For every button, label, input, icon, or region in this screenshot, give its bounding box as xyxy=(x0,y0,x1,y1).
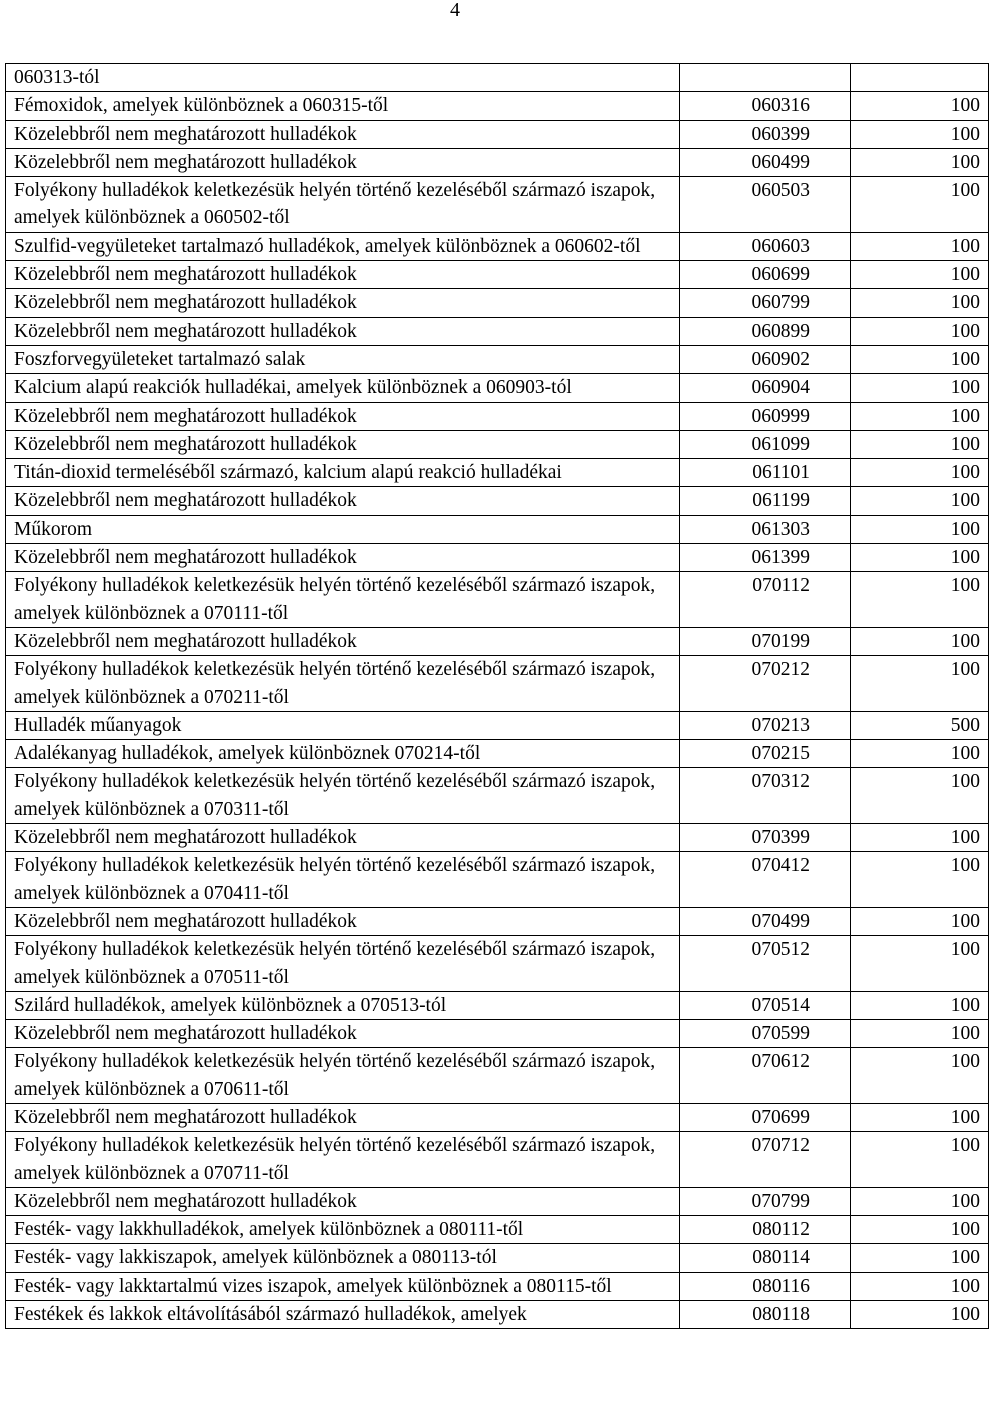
limit-value-cell: 100 xyxy=(851,1103,989,1131)
table-row xyxy=(6,1103,989,1131)
waste-description-cell: Titán-dioxid termeléséből származó, kalcium alapú reakció hulladékai xyxy=(6,459,680,487)
limit-value-cell: 100 xyxy=(851,991,989,1019)
waste-description-cell: Fémoxidok, amelyek különböznek a 060315-től xyxy=(6,92,680,120)
waste-description-cell: Közelebbről nem meghatározott hulladékok xyxy=(6,544,680,572)
waste-code-cell: 080112 xyxy=(680,1216,851,1244)
waste-code-cell: 060503 xyxy=(680,177,851,233)
table-row xyxy=(6,656,989,712)
waste-description-cell: Közelebbről nem meghatározott hulladékok xyxy=(6,317,680,345)
waste-code-cell: 070212 xyxy=(680,656,851,712)
limit-value-cell: 100 xyxy=(851,936,989,992)
table-row xyxy=(6,1301,989,1329)
waste-description-cell: Folyékony hulladékok keletkezésük helyén történő kezeléséből származó iszapok, amelyek különböznek a 070611-től xyxy=(6,1048,680,1104)
waste-code-table xyxy=(5,63,989,1329)
waste-description-cell: Közelebbről nem meghatározott hulladékok xyxy=(6,430,680,458)
table-row xyxy=(6,317,989,345)
table-row xyxy=(6,1048,989,1104)
table-row xyxy=(6,991,989,1019)
waste-code-cell: 060902 xyxy=(680,345,851,373)
waste-description-cell: Szilárd hulladékok, amelyek különböznek a 070513-tól xyxy=(6,991,680,1019)
page-number: 4 xyxy=(450,0,460,21)
waste-code-cell: 060316 xyxy=(680,92,851,120)
waste-code-cell: 061199 xyxy=(680,487,851,515)
waste-description-cell: Folyékony hulladékok keletkezésük helyén történő kezeléséből származó iszapok, amelyek különböznek a 070511-től xyxy=(6,936,680,992)
limit-value-cell: 100 xyxy=(851,289,989,317)
table-row xyxy=(6,261,989,289)
waste-description-cell: Közelebbről nem meghatározott hulladékok xyxy=(6,1103,680,1131)
table-row xyxy=(6,1216,989,1244)
limit-value-cell: 100 xyxy=(851,852,989,908)
limit-value-cell: 100 xyxy=(851,1301,989,1329)
table-row xyxy=(6,345,989,373)
waste-description-cell: Szulfid-vegyületeket tartalmazó hulladékok, amelyek különböznek a 060602-től xyxy=(6,232,680,260)
limit-value-cell: 100 xyxy=(851,515,989,543)
waste-code-cell: 080116 xyxy=(680,1272,851,1300)
table-row xyxy=(6,459,989,487)
table-row xyxy=(6,1020,989,1048)
waste-code-cell: 070213 xyxy=(680,711,851,739)
table-row xyxy=(6,92,989,120)
table-row xyxy=(6,1244,989,1272)
limit-value-cell: 100 xyxy=(851,1132,989,1188)
waste-description-cell: Folyékony hulladékok keletkezésük helyén történő kezeléséből származó iszapok, amelyek különböznek a 070111-től xyxy=(6,572,680,628)
waste-description-cell: Közelebbről nem meghatározott hulladékok xyxy=(6,1020,680,1048)
limit-value-cell: 100 xyxy=(851,907,989,935)
waste-code-cell: 070799 xyxy=(680,1187,851,1215)
waste-code-cell: 070612 xyxy=(680,1048,851,1104)
waste-code-cell: 070599 xyxy=(680,1020,851,1048)
waste-description-cell: Műkorom xyxy=(6,515,680,543)
table-row xyxy=(6,1272,989,1300)
limit-value-cell xyxy=(851,64,989,92)
table-row xyxy=(6,515,989,543)
waste-description-cell: Folyékony hulladékok keletkezésük helyén történő kezeléséből származó iszapok, amelyek különböznek a 060502-től xyxy=(6,177,680,233)
limit-value-cell: 100 xyxy=(851,656,989,712)
waste-code-cell: 070199 xyxy=(680,627,851,655)
limit-value-cell: 100 xyxy=(851,317,989,345)
limit-value-cell: 100 xyxy=(851,627,989,655)
waste-description-cell: Folyékony hulladékok keletkezésük helyén történő kezeléséből származó iszapok, amelyek különböznek a 070411-től xyxy=(6,852,680,908)
table-row xyxy=(6,711,989,739)
table-row xyxy=(6,402,989,430)
table-row xyxy=(6,148,989,176)
table-row xyxy=(6,907,989,935)
waste-code-cell: 061101 xyxy=(680,459,851,487)
table-row xyxy=(6,64,989,92)
waste-description-cell: Festékek és lakkok eltávolításából származó hulladékok, amelyek xyxy=(6,1301,680,1329)
table-row xyxy=(6,936,989,992)
waste-code-cell: 070215 xyxy=(680,740,851,768)
limit-value-cell: 100 xyxy=(851,1187,989,1215)
waste-description-cell: Hulladék műanyagok xyxy=(6,711,680,739)
limit-value-cell: 100 xyxy=(851,148,989,176)
limit-value-cell: 100 xyxy=(851,430,989,458)
waste-description-cell: Közelebbről nem meghatározott hulladékok xyxy=(6,120,680,148)
table-row xyxy=(6,768,989,824)
waste-code-cell: 080118 xyxy=(680,1301,851,1329)
limit-value-cell: 100 xyxy=(851,261,989,289)
table-row xyxy=(6,120,989,148)
waste-description-cell: Foszforvegyületeket tartalmazó salak xyxy=(6,345,680,373)
limit-value-cell: 100 xyxy=(851,572,989,628)
waste-code-cell: 070312 xyxy=(680,768,851,824)
waste-code-cell: 060603 xyxy=(680,232,851,260)
waste-code-cell: 060699 xyxy=(680,261,851,289)
limit-value-cell: 100 xyxy=(851,177,989,233)
table-row xyxy=(6,1187,989,1215)
limit-value-cell: 500 xyxy=(851,711,989,739)
waste-description-cell: Közelebbről nem meghatározott hulladékok xyxy=(6,261,680,289)
table-row xyxy=(6,627,989,655)
waste-description-cell: 060313-tól xyxy=(6,64,680,92)
waste-description-cell: Festék- vagy lakkhulladékok, amelyek különböznek a 080111-től xyxy=(6,1216,680,1244)
waste-description-cell: Adalékanyag hulladékok, amelyek különböznek 070214-től xyxy=(6,740,680,768)
waste-code-cell: 061099 xyxy=(680,430,851,458)
table-row xyxy=(6,177,989,233)
table-row xyxy=(6,289,989,317)
waste-description-cell: Közelebbről nem meghatározott hulladékok xyxy=(6,627,680,655)
limit-value-cell: 100 xyxy=(851,120,989,148)
waste-code-cell: 060904 xyxy=(680,374,851,402)
waste-description-cell: Közelebbről nem meghatározott hulladékok xyxy=(6,148,680,176)
waste-description-cell: Közelebbről nem meghatározott hulladékok xyxy=(6,824,680,852)
table-row xyxy=(6,430,989,458)
table-row xyxy=(6,852,989,908)
limit-value-cell: 100 xyxy=(851,1216,989,1244)
waste-code-cell: 060499 xyxy=(680,148,851,176)
waste-description-cell: Közelebbről nem meghatározott hulladékok xyxy=(6,289,680,317)
limit-value-cell: 100 xyxy=(851,1272,989,1300)
waste-code-cell: 060899 xyxy=(680,317,851,345)
waste-code-cell: 080114 xyxy=(680,1244,851,1272)
waste-code-cell: 061399 xyxy=(680,544,851,572)
waste-description-cell: Közelebbről nem meghatározott hulladékok xyxy=(6,487,680,515)
table-row xyxy=(6,740,989,768)
limit-value-cell: 100 xyxy=(851,544,989,572)
waste-code-cell: 070512 xyxy=(680,936,851,992)
waste-code-cell: 070112 xyxy=(680,572,851,628)
limit-value-cell: 100 xyxy=(851,824,989,852)
limit-value-cell: 100 xyxy=(851,459,989,487)
waste-description-cell: Festék- vagy lakkiszapok, amelyek különböznek a 080113-tól xyxy=(6,1244,680,1272)
limit-value-cell: 100 xyxy=(851,402,989,430)
limit-value-cell: 100 xyxy=(851,740,989,768)
table-row xyxy=(6,232,989,260)
table-row xyxy=(6,824,989,852)
waste-code-cell: 070499 xyxy=(680,907,851,935)
limit-value-cell: 100 xyxy=(851,374,989,402)
waste-description-cell: Festék- vagy lakktartalmú vizes iszapok, amelyek különböznek a 080115-től xyxy=(6,1272,680,1300)
limit-value-cell: 100 xyxy=(851,487,989,515)
limit-value-cell: 100 xyxy=(851,1048,989,1104)
table-row xyxy=(6,374,989,402)
waste-code-cell: 060799 xyxy=(680,289,851,317)
limit-value-cell: 100 xyxy=(851,345,989,373)
table-body xyxy=(6,64,989,1329)
limit-value-cell: 100 xyxy=(851,1020,989,1048)
limit-value-cell: 100 xyxy=(851,232,989,260)
waste-code-cell: 070712 xyxy=(680,1132,851,1188)
waste-description-cell: Kalcium alapú reakciók hulladékai, amelyek különböznek a 060903-tól xyxy=(6,374,680,402)
waste-code-cell: 061303 xyxy=(680,515,851,543)
limit-value-cell: 100 xyxy=(851,92,989,120)
limit-value-cell: 100 xyxy=(851,768,989,824)
waste-description-cell: Folyékony hulladékok keletkezésük helyén történő kezeléséből származó iszapok, amelyek különböznek a 070311-től xyxy=(6,768,680,824)
waste-code-cell: 060399 xyxy=(680,120,851,148)
waste-code-cell: 070399 xyxy=(680,824,851,852)
waste-description-cell: Közelebbről nem meghatározott hulladékok xyxy=(6,402,680,430)
waste-code-cell: 060999 xyxy=(680,402,851,430)
table-row xyxy=(6,544,989,572)
waste-description-cell: Közelebbről nem meghatározott hulladékok xyxy=(6,907,680,935)
limit-value-cell: 100 xyxy=(851,1244,989,1272)
table-row xyxy=(6,1132,989,1188)
waste-description-cell: Folyékony hulladékok keletkezésük helyén történő kezeléséből származó iszapok, amelyek különböznek a 070211-től xyxy=(6,656,680,712)
waste-code-cell xyxy=(680,64,851,92)
table-row xyxy=(6,487,989,515)
waste-description-cell: Közelebbről nem meghatározott hulladékok xyxy=(6,1187,680,1215)
waste-code-cell: 070412 xyxy=(680,852,851,908)
waste-description-cell: Folyékony hulladékok keletkezésük helyén történő kezeléséből származó iszapok, amelyek különböznek a 070711-től xyxy=(6,1132,680,1188)
waste-code-cell: 070699 xyxy=(680,1103,851,1131)
table-row xyxy=(6,572,989,628)
waste-code-cell: 070514 xyxy=(680,991,851,1019)
